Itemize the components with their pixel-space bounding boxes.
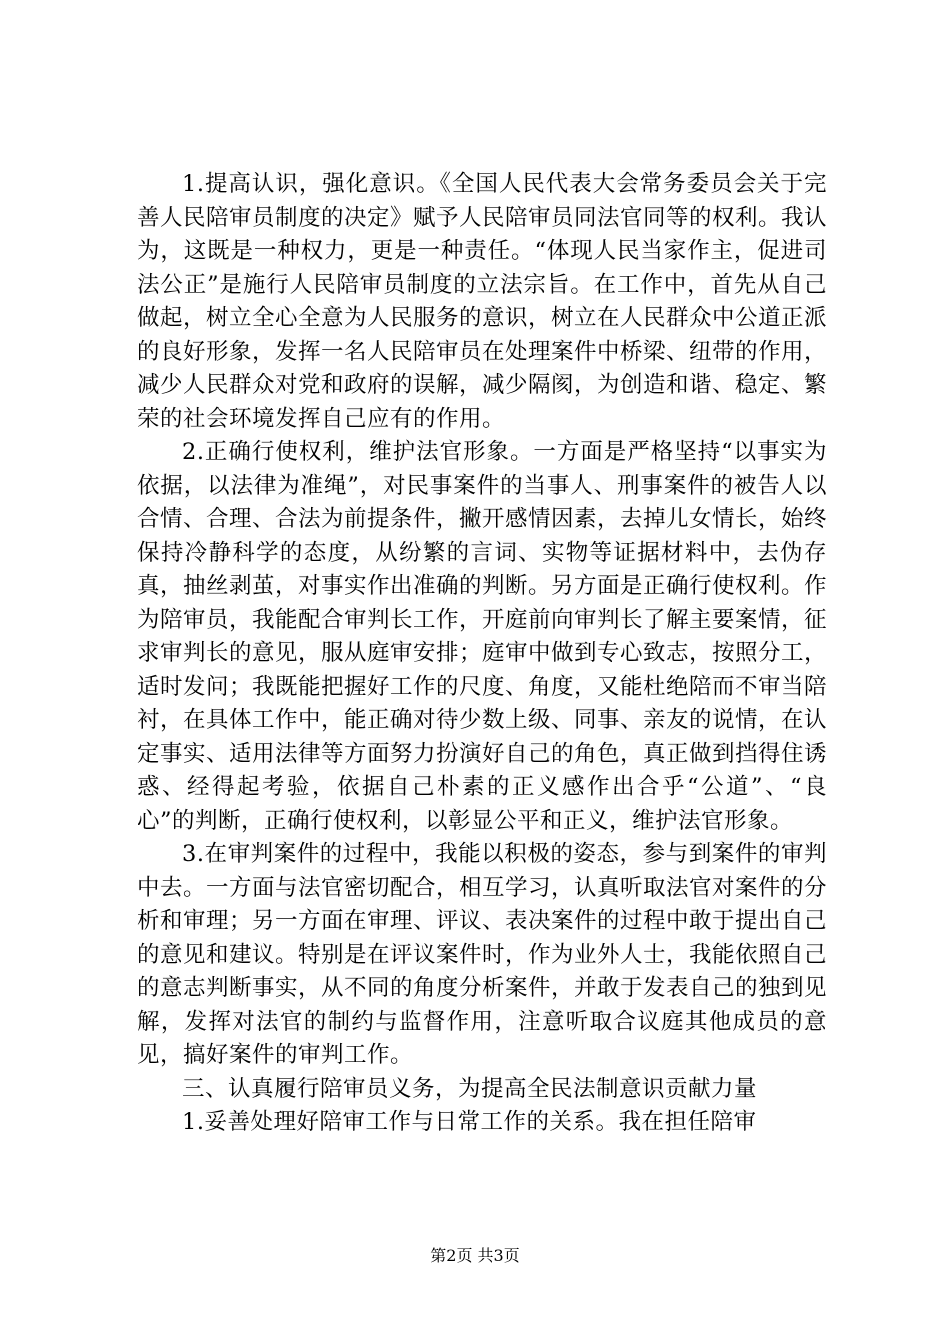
paragraph-2: 2.正确行使权利，维护法官形象。一方面是严格坚持“以事实为依据，以法律为准绳”，对民事案件的当事人、刑事案件的被告人以合情、合理、合法为前提条件，撇开感情因素，去掉儿女情长，始终保持冷静科学的态度，从纷繁的言词、实物等证据材料中，去伪存真，抽丝剥茧，对事实作出准确的判断。另方面是正确行使权利。作为陪审员，我能配合审判长工作，开庭前向审判长了解主要案情，征求审判长的意见，服从庭审安排；庭审中做到专心致志，按照分工，适时发问；我既能把握好工作的尺度、角度，又能杜绝陪而不审当陪衬，在具体工作中，能正确对待少数上级、同事、亲友的说情，在认定事实、适用法律等方面努力扮演好自己的角色，真正做到挡得住诱惑、经得起考验，依据自己朴素的正义感作出合乎“公道”、“良心”的判断，正确行使权利，以彰显公平和正义，维护法官形象。	[137, 439, 828, 834]
page-number-footer: 第2页 共3页	[430, 1246, 520, 1265]
section-heading: 三、认真履行陪审员义务，为提高全民法制意识贡献力量	[182, 1075, 758, 1102]
paragraph-4: 1.妥善处理好陪审工作与日常工作的关系。我在担任陪审	[182, 1109, 757, 1135]
document-body	[137, 168, 827, 1140]
paragraph-1: 1.提高认识，强化意识。《全国人民代表大会常务委员会关于完善人民陪审员制度的决定》赋予人民陪审员同法官同等的权利。我认为，这既是一种权力，更是一种责任。“体现人民当家作主，促进司法公正”是施行人民陪审员制度的立法宗旨。在工作中，首先从自己做起，树立全心全意为人民服务的意识，树立在人民群众中公道正派的良好形象，发挥一名人民陪审员在处理案件中桥梁、纽带的作用，减少人民群众对党和政府的误解，减少隔阂，为创造和谐、稳定、繁荣的社会环境发挥自己应有的作用。	[137, 171, 828, 432]
paragraph-3: 3.在审判案件的过程中，我能以积极的姿态，参与到案件的审判中去。一方面与法官密切配合，相互学习，认真听取法官对案件的分析和审理；另一方面在审理、评议、表决案件的过程中敢于提出自己的意见和建议。特别是在评议案件时，作为业外人士，我能依照自己的意志判断事实，从不同的角度分析案件，并敢于发表自己的独到见解，发挥对法官的制约与监督作用，注意听取合议庭其他成员的意见，搞好案件的审判工作。	[137, 841, 828, 1068]
